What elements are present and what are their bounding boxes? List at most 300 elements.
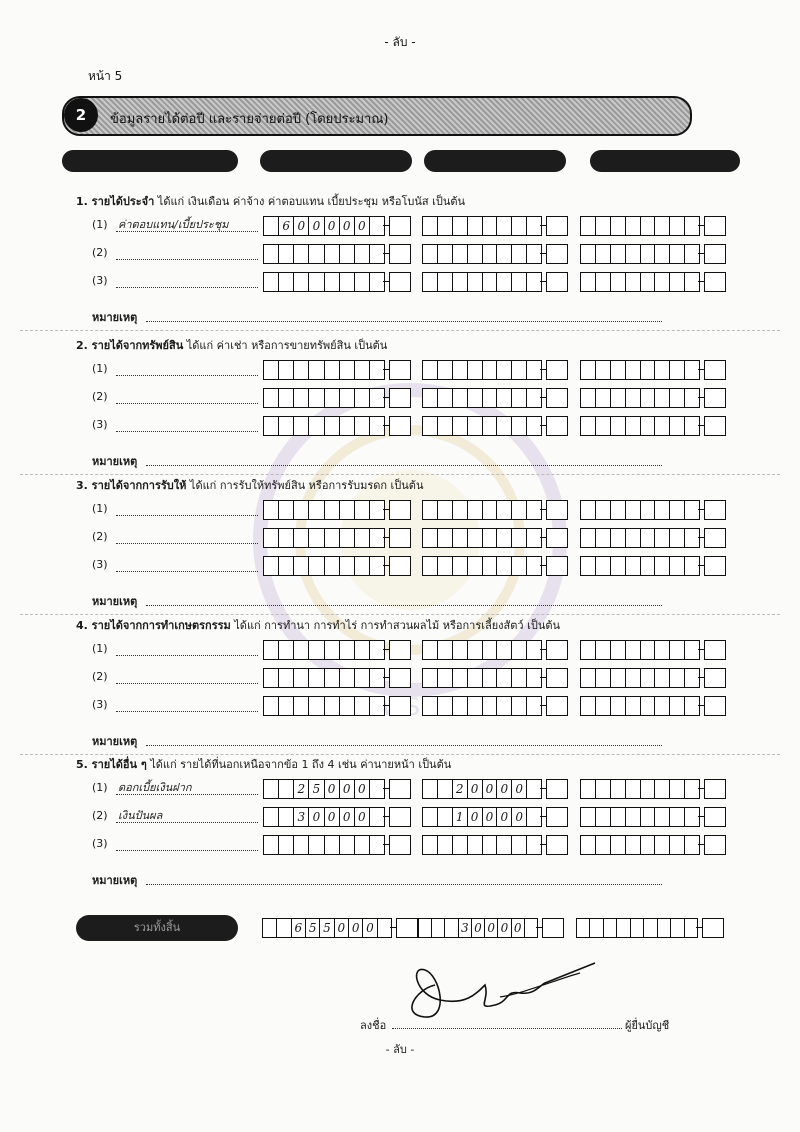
- amount-digit-cell: [596, 697, 611, 715]
- satang-field[interactable]: [389, 696, 411, 716]
- amount-digit-cell: [453, 361, 468, 379]
- amount-digit-cell: 0: [483, 780, 498, 798]
- row-description-line: [116, 571, 258, 572]
- amount-field-col3[interactable]: [580, 807, 700, 827]
- amount-digit-cell: [655, 501, 670, 519]
- amount-digit-cell: [423, 808, 438, 826]
- satang-field[interactable]: [389, 556, 411, 576]
- amount-digit-cell: [581, 669, 596, 687]
- amount-digit-cell: [655, 217, 670, 235]
- amount-field-col3[interactable]: [580, 416, 700, 436]
- amount-digit-cell: [264, 557, 279, 575]
- amount-digit-cell: [670, 217, 685, 235]
- amount-digit-cell: [497, 669, 512, 687]
- row-description-handwritten[interactable]: เงินปันผล: [118, 809, 163, 822]
- amount-digit-cell: [596, 273, 611, 291]
- amount-digit-cell: [423, 780, 438, 798]
- amount-field-col2[interactable]: [422, 779, 542, 799]
- satang-field[interactable]: [546, 696, 568, 716]
- amount-field-col1[interactable]: [263, 272, 385, 292]
- amount-digit-cell: [423, 361, 438, 379]
- amount-digit-cell: [468, 417, 483, 435]
- amount-digit-cell: 0: [497, 808, 512, 826]
- amount-digit-cell: [641, 361, 656, 379]
- notes-line[interactable]: [146, 745, 662, 746]
- satang-field[interactable]: [546, 500, 568, 520]
- amount-digit-cell: [581, 273, 596, 291]
- amount-digit-cell: [655, 780, 670, 798]
- amount-digit-cell: [581, 697, 596, 715]
- amount-digit-cell: [468, 669, 483, 687]
- amount-field-col3[interactable]: [580, 556, 700, 576]
- amount-digit-cell: [370, 417, 384, 435]
- amount-digit-cell: 1: [453, 808, 468, 826]
- amount-digit-cell: 0: [468, 808, 483, 826]
- row-number: (1): [92, 781, 108, 794]
- amount-field-col2[interactable]: [422, 556, 542, 576]
- satang-field[interactable]: [704, 360, 726, 380]
- amount-field-col1[interactable]: [263, 807, 385, 827]
- amount-digit-cell: [641, 417, 656, 435]
- total-amount-col1[interactable]: [262, 918, 392, 938]
- satang-field[interactable]: [546, 528, 568, 548]
- total-amount-col3[interactable]: [576, 918, 698, 938]
- amount-digit-cell: [325, 245, 340, 263]
- amount-field-col3[interactable]: [580, 668, 700, 688]
- amount-field-col3[interactable]: [580, 640, 700, 660]
- amount-digit-cell: [497, 557, 512, 575]
- amount-field-col3[interactable]: [580, 696, 700, 716]
- notes-line[interactable]: [146, 321, 662, 322]
- amount-digit-cell: [483, 417, 498, 435]
- amount-field-col2[interactable]: [422, 640, 542, 660]
- row-description-line: [116, 287, 258, 288]
- amount-digit-cell: [685, 919, 697, 937]
- amount-digit-cell: [512, 245, 527, 263]
- amount-digit-cell: [527, 501, 541, 519]
- satang-field[interactable]: [389, 500, 411, 520]
- amount-digit-cell: [370, 697, 384, 715]
- satang-field[interactable]: [704, 528, 726, 548]
- amount-digit-cell: 2: [453, 780, 468, 798]
- amount-digit-cell: [670, 669, 685, 687]
- amount-field-col2[interactable]: [422, 360, 542, 380]
- amount-digit-cell: [611, 217, 626, 235]
- amount-digit-cell: [370, 808, 384, 826]
- amount-digit-cell: [611, 529, 626, 547]
- satang-field[interactable]: [704, 216, 726, 236]
- amount-digit-cell: [355, 836, 370, 854]
- amount-field-col3[interactable]: [580, 216, 700, 236]
- amount-digit-cell: 0: [325, 780, 340, 798]
- amount-digit-cell: [438, 836, 453, 854]
- amount-field-col2[interactable]: [422, 528, 542, 548]
- satang-field[interactable]: [704, 556, 726, 576]
- amount-digit-cell: [325, 417, 340, 435]
- amount-digit-cell: [468, 245, 483, 263]
- section-title: [76, 192, 465, 210]
- amount-field-col3[interactable]: [580, 388, 700, 408]
- amount-field-col3[interactable]: [580, 528, 700, 548]
- section-title-main: 5. รายได้อื่น ๆ: [76, 758, 147, 771]
- amount-digit-cell: [641, 389, 656, 407]
- amount-digit-cell: [611, 697, 626, 715]
- amount-digit-cell: [370, 217, 384, 235]
- amount-field-col3[interactable]: [580, 360, 700, 380]
- amount-field-col2[interactable]: [422, 216, 542, 236]
- satang-field[interactable]: [704, 416, 726, 436]
- amount-digit-cell: [658, 919, 671, 937]
- amount-digit-cell: [641, 557, 656, 575]
- amount-digit-cell: [512, 641, 527, 659]
- amount-field-col2[interactable]: [422, 668, 542, 688]
- amount-digit-cell: [423, 217, 438, 235]
- amount-digit-cell: [279, 389, 294, 407]
- amount-digit-cell: [596, 669, 611, 687]
- amount-digit-cell: [355, 361, 370, 379]
- amount-digit-cell: [497, 641, 512, 659]
- satang-field[interactable]: [546, 556, 568, 576]
- amount-digit-cell: 0: [309, 808, 324, 826]
- amount-digit-cell: [670, 361, 685, 379]
- amount-digit-cell: [670, 273, 685, 291]
- amount-digit-cell: 0: [512, 808, 527, 826]
- amount-digit-cell: [378, 919, 391, 937]
- amount-digit-cell: [611, 808, 626, 826]
- notes-line[interactable]: [146, 884, 662, 885]
- amount-digit-cell: [309, 417, 324, 435]
- satang-field[interactable]: [702, 918, 724, 938]
- amount-digit-cell: [264, 529, 279, 547]
- amount-digit-cell: [355, 669, 370, 687]
- amount-digit-cell: [581, 641, 596, 659]
- amount-field-col2[interactable]: [422, 416, 542, 436]
- amount-digit-cell: [596, 808, 611, 826]
- amount-digit-cell: [438, 529, 453, 547]
- amount-digit-cell: [641, 273, 656, 291]
- amount-field-col1[interactable]: [263, 835, 385, 855]
- satang-field[interactable]: [389, 272, 411, 292]
- amount-digit-cell: [468, 697, 483, 715]
- notes-line[interactable]: [146, 605, 662, 606]
- amount-digit-cell: 0: [512, 780, 527, 798]
- amount-digit-cell: [527, 273, 541, 291]
- amount-digit-cell: [294, 836, 309, 854]
- satang-field[interactable]: [546, 360, 568, 380]
- amount-digit-cell: [279, 529, 294, 547]
- amount-field-col2[interactable]: [422, 835, 542, 855]
- satang-field[interactable]: [389, 807, 411, 827]
- notes-label: หมายเหตุ: [92, 455, 138, 468]
- amount-field-col1[interactable]: [263, 696, 385, 716]
- satang-field[interactable]: [704, 388, 726, 408]
- section-title-detail: ได้แก่ การรับให้ทรัพย์สิน หรือการรับมรดก เป็นต้น: [186, 479, 424, 492]
- amount-digit-cell: [294, 273, 309, 291]
- satang-field[interactable]: [389, 835, 411, 855]
- amount-digit-cell: [611, 780, 626, 798]
- satang-field[interactable]: [546, 244, 568, 264]
- amount-digit-cell: [423, 529, 438, 547]
- amount-digit-cell: [527, 808, 541, 826]
- amount-field-col1[interactable]: [263, 779, 385, 799]
- amount-digit-cell: [596, 501, 611, 519]
- amount-digit-cell: [655, 557, 670, 575]
- amount-digit-cell: [581, 361, 596, 379]
- row-description-handwritten[interactable]: ดอกเบี้ยเงินฝาก: [118, 781, 192, 794]
- amount-field-col2[interactable]: [422, 500, 542, 520]
- amount-digit-cell: [355, 273, 370, 291]
- satang-field[interactable]: [546, 272, 568, 292]
- amount-digit-cell: [596, 217, 611, 235]
- amount-digit-cell: [512, 417, 527, 435]
- row-description-line: [116, 655, 258, 656]
- amount-field-col1[interactable]: [263, 388, 385, 408]
- amount-digit-cell: [596, 361, 611, 379]
- amount-digit-cell: [453, 697, 468, 715]
- amount-digit-cell: [355, 529, 370, 547]
- amount-digit-cell: [512, 217, 527, 235]
- amount-digit-cell: [370, 836, 384, 854]
- amount-digit-cell: [279, 808, 294, 826]
- amount-field-col1[interactable]: [263, 556, 385, 576]
- amount-digit-cell: [355, 697, 370, 715]
- amount-field-col2[interactable]: [422, 807, 542, 827]
- satang-field[interactable]: [546, 388, 568, 408]
- amount-digit-cell: [279, 245, 294, 263]
- satang-field[interactable]: [389, 779, 411, 799]
- amount-digit-cell: 0: [483, 808, 498, 826]
- amount-digit-cell: [445, 919, 458, 937]
- section-title: [76, 476, 423, 494]
- amount-digit-cell: [641, 669, 656, 687]
- notes-label: หมายเหตุ: [92, 874, 138, 887]
- amount-digit-cell: [671, 919, 684, 937]
- amount-digit-cell: [641, 697, 656, 715]
- amount-digit-cell: [370, 641, 384, 659]
- amount-digit-cell: [370, 780, 384, 798]
- satang-field[interactable]: [542, 918, 564, 938]
- amount-digit-cell: [279, 836, 294, 854]
- amount-field-col3[interactable]: [580, 244, 700, 264]
- amount-digit-cell: [438, 669, 453, 687]
- amount-digit-cell: [527, 529, 541, 547]
- section-banner-title: ข้อมูลรายได้ต่อปี และรายจ่ายต่อปี (โดยประมาณ): [110, 112, 389, 127]
- satang-field[interactable]: [389, 528, 411, 548]
- amount-digit-cell: [670, 808, 685, 826]
- amount-field-col1[interactable]: [263, 244, 385, 264]
- amount-digit-cell: 0: [472, 919, 485, 937]
- amount-digit-cell: [581, 389, 596, 407]
- amount-digit-cell: [497, 245, 512, 263]
- satang-field[interactable]: [704, 807, 726, 827]
- amount-digit-cell: [596, 780, 611, 798]
- amount-digit-cell: [626, 808, 641, 826]
- amount-digit-cell: [655, 697, 670, 715]
- total-label-pill: รวมทั้งสิ้น: [76, 915, 238, 941]
- satang-field[interactable]: [546, 668, 568, 688]
- amount-field-col1[interactable]: [263, 668, 385, 688]
- amount-digit-cell: [370, 361, 384, 379]
- amount-digit-cell: 6: [292, 919, 306, 937]
- satang-field[interactable]: [704, 244, 726, 264]
- section-title: [76, 336, 387, 354]
- satang-field[interactable]: [389, 668, 411, 688]
- amount-digit-cell: [483, 217, 498, 235]
- amount-digit-cell: [340, 361, 355, 379]
- amount-digit-cell: [596, 836, 611, 854]
- satang-field[interactable]: [389, 640, 411, 660]
- amount-field-col1[interactable]: [263, 416, 385, 436]
- amount-digit-cell: [497, 217, 512, 235]
- amount-digit-cell: [483, 529, 498, 547]
- amount-digit-cell: [685, 389, 699, 407]
- amount-digit-cell: [325, 669, 340, 687]
- amount-field-col3[interactable]: [580, 500, 700, 520]
- satang-field[interactable]: [389, 216, 411, 236]
- amount-digit-cell: [483, 501, 498, 519]
- amount-digit-cell: [309, 641, 324, 659]
- amount-field-col3[interactable]: [580, 835, 700, 855]
- amount-digit-cell: [626, 557, 641, 575]
- amount-digit-cell: 3: [294, 808, 309, 826]
- amount-digit-cell: [644, 919, 657, 937]
- amount-field-col3[interactable]: [580, 779, 700, 799]
- amount-digit-cell: [626, 697, 641, 715]
- amount-digit-cell: [279, 501, 294, 519]
- amount-digit-cell: [468, 501, 483, 519]
- amount-digit-cell: [294, 557, 309, 575]
- amount-field-col1[interactable]: [263, 216, 385, 236]
- amount-digit-cell: 0: [363, 919, 377, 937]
- amount-digit-cell: [655, 641, 670, 659]
- amount-digit-cell: [641, 529, 656, 547]
- satang-field[interactable]: [546, 416, 568, 436]
- amount-digit-cell: [483, 557, 498, 575]
- satang-field[interactable]: [389, 388, 411, 408]
- satang-field[interactable]: [389, 416, 411, 436]
- amount-digit-cell: [453, 417, 468, 435]
- amount-digit-cell: [468, 836, 483, 854]
- amount-digit-cell: [626, 529, 641, 547]
- amount-digit-cell: [294, 501, 309, 519]
- amount-digit-cell: [604, 919, 617, 937]
- satang-field[interactable]: [704, 779, 726, 799]
- row-description-handwritten[interactable]: ค่าตอบแทน/เบี้ยประชุม: [118, 218, 229, 231]
- amount-digit-cell: [453, 389, 468, 407]
- amount-digit-cell: [325, 389, 340, 407]
- row-number: (1): [92, 218, 108, 231]
- amount-digit-cell: [611, 273, 626, 291]
- amount-digit-cell: [453, 217, 468, 235]
- satang-field[interactable]: [546, 807, 568, 827]
- amount-digit-cell: [581, 808, 596, 826]
- satang-field[interactable]: [396, 918, 418, 938]
- amount-digit-cell: [438, 389, 453, 407]
- amount-digit-cell: [309, 501, 324, 519]
- amount-digit-cell: [670, 641, 685, 659]
- amount-digit-cell: [512, 361, 527, 379]
- amount-digit-cell: [641, 217, 656, 235]
- amount-digit-cell: [340, 389, 355, 407]
- satang-field[interactable]: [389, 360, 411, 380]
- satang-field[interactable]: [704, 835, 726, 855]
- amount-digit-cell: [581, 557, 596, 575]
- amount-digit-cell: [264, 245, 279, 263]
- row-description-line: [116, 543, 258, 544]
- amount-digit-cell: [468, 217, 483, 235]
- amount-digit-cell: 0: [340, 808, 355, 826]
- satang-field[interactable]: [704, 272, 726, 292]
- amount-digit-cell: [641, 245, 656, 263]
- satang-field[interactable]: [546, 779, 568, 799]
- total-amount-col2[interactable]: [418, 918, 538, 938]
- amount-field-col2[interactable]: [422, 696, 542, 716]
- amount-digit-cell: [611, 417, 626, 435]
- amount-digit-cell: [325, 641, 340, 659]
- amount-digit-cell: [497, 697, 512, 715]
- column-header-income: [260, 150, 412, 172]
- amount-digit-cell: [527, 417, 541, 435]
- amount-digit-cell: [685, 669, 699, 687]
- satang-field[interactable]: [704, 696, 726, 716]
- amount-digit-cell: 0: [325, 808, 340, 826]
- amount-digit-cell: [325, 529, 340, 547]
- amount-digit-cell: [264, 361, 279, 379]
- row-number: (2): [92, 809, 108, 822]
- amount-digit-cell: [497, 361, 512, 379]
- amount-digit-cell: [527, 217, 541, 235]
- amount-digit-cell: [497, 836, 512, 854]
- satang-field[interactable]: [704, 500, 726, 520]
- amount-field-col2[interactable]: [422, 272, 542, 292]
- amount-digit-cell: [655, 836, 670, 854]
- amount-digit-cell: [309, 669, 324, 687]
- satang-field[interactable]: [546, 216, 568, 236]
- amount-digit-cell: [483, 836, 498, 854]
- amount-digit-cell: [438, 780, 453, 798]
- amount-digit-cell: [309, 273, 324, 291]
- amount-digit-cell: [340, 557, 355, 575]
- amount-digit-cell: [340, 501, 355, 519]
- amount-digit-cell: [438, 217, 453, 235]
- amount-digit-cell: [685, 273, 699, 291]
- satang-field[interactable]: [704, 668, 726, 688]
- amount-digit-cell: [294, 389, 309, 407]
- amount-field-col3[interactable]: [580, 272, 700, 292]
- amount-digit-cell: [512, 501, 527, 519]
- amount-field-col1[interactable]: [263, 360, 385, 380]
- satang-field[interactable]: [704, 640, 726, 660]
- satang-field[interactable]: [546, 835, 568, 855]
- amount-field-col2[interactable]: [422, 244, 542, 264]
- amount-field-col1[interactable]: [263, 500, 385, 520]
- notes-line[interactable]: [146, 465, 662, 466]
- amount-field-col1[interactable]: [263, 528, 385, 548]
- row-number: (3): [92, 418, 108, 431]
- satang-field[interactable]: [389, 244, 411, 264]
- amount-digit-cell: [468, 273, 483, 291]
- amount-digit-cell: [670, 245, 685, 263]
- amount-digit-cell: [626, 273, 641, 291]
- amount-field-col1[interactable]: [263, 640, 385, 660]
- amount-digit-cell: [685, 641, 699, 659]
- amount-digit-cell: [596, 557, 611, 575]
- satang-field[interactable]: [546, 640, 568, 660]
- section-title-detail: ได้แก่ รายได้ที่นอกเหนือจากข้อ 1 ถึง 4 เช่น ค่านายหน้า เป็นต้น: [146, 758, 452, 771]
- amount-digit-cell: [626, 389, 641, 407]
- amount-field-col2[interactable]: [422, 388, 542, 408]
- amount-digit-cell: [438, 557, 453, 575]
